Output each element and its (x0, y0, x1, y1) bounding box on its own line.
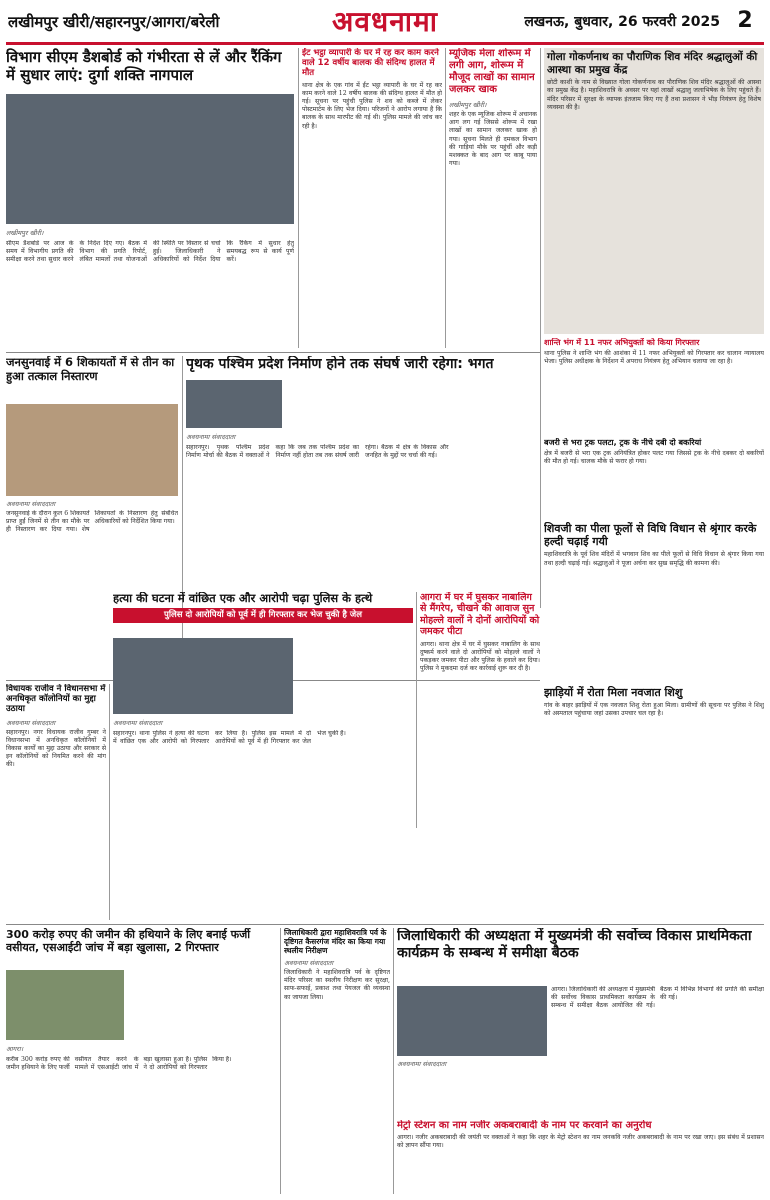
story-shiv-temple (544, 48, 764, 334)
story-byline: अवधनामा संवाददाता (6, 500, 56, 508)
meeting-photo (6, 94, 294, 224)
column-divider (393, 928, 394, 1194)
story-headline: शिवजी का पीला फूलों से विधि विधान से श्रृंगार करके हल्दी चढ़ाई गयी (544, 522, 757, 549)
column-divider (540, 48, 541, 608)
story-headline: ईंट भट्ठा व्यापारी के घर में रह कर काम करने वाले 12 वर्षीय बालक की संदिग्ध हालत में मौत (302, 48, 439, 79)
column-divider (445, 48, 446, 348)
story-body: छोटी काशी के नाम से विख्यात गोला गोकर्णनाथ का पौराणिक शिव मंदिर श्रद्धालुओं की आस्था का प्रमुख केंद्र है। महाशिवरात्रि के अवसर पर यहां लाखों श्रद्धालु जलाभिषेक के लिए पहुंचते हैं। मंदिर परिसर में सुरक्षा के व्यापक इंतजाम किए गए हैं तथा प्रशासन ने भीड़ नियंत्रण हेतु विशेष व्यवस्था की है। (547, 79, 761, 111)
story-agra-assault (420, 592, 540, 828)
story-body: सहारनपुर। पृथक पश्चिम प्रदेश निर्माण मोर्चा की बैठक में वक्ताओं ने कहा कि जब तक पश्चिम प्रदेश का निर्माण नहीं होता तब तक संघर्ष जारी रहेगा। बैठक में क्षेत्र के विकास और जनहित के मुद्दों पर चर्चा की गई। (186, 444, 449, 460)
story-body: जिलाधिकारी ने महाशिवरात्रि पर्व के दृष्टिगत मंदिर परिसर का स्थलीय निरीक्षण कर सुरक्षा, साफ-सफाई, प्रकाश तथा पेयजल की व्यवस्था का जायजा लिया। (284, 969, 390, 1001)
section-rule (6, 924, 764, 925)
page-number: 2 (737, 8, 753, 33)
story-body: थाना क्षेत्र के एक गांव में ईंट भट्ठा व्यापारी के घर में रह कर काम करने वाले 12 वर्षीय बालक की संदिग्ध हालत में मौत हो गई। सूचना पर पहुंची पुलिस ने शव को कब्जे में लेकर पोस्टमार्टम के लिए भेज दिया। परिजनों ने आरोप लगाया है कि बालक के साथ मारपीट की गई थी। पुलिस मामले की जांच कर रही है। (302, 81, 442, 130)
story-headline: जिलाधिकारी की अध्यक्षता में मुख्यमंत्री की सर्वोच्च विकास प्राथमिकता कार्यक्रम के सम्बन्ध में समीक्षा बैठक (397, 928, 752, 961)
masthead-cities: लखीमपुर खीरी/सहारनपुर/आगरा/बरेली (8, 13, 220, 31)
story-body: सीएम डैशबोर्ड पर आज के समय में विभागीय प्रगति की समीक्षा करने तथा सुधार करने के निर्देश दिए गए। बैठक में विभाग की प्रगति रिपोर्ट, लंबित मामलों तथा योजनाओं की स्थिति पर विस्तार से चर्चा हुई। जिलाधिकारी ने अधिकारियों को निर्देश दिया कि रैंकिंग में सुधार हेतु समयबद्ध रूप से कार्य पूर्ण करें। (6, 240, 294, 264)
story-headline: आगरा में घर में घुसकर नाबालिग से मैंगरेप, चीखने की आवाज सुन मोहल्ले वालों ने दोनों आरोपियों को जमकर पीटा (420, 592, 540, 638)
column-divider (416, 592, 417, 828)
story-body: आगरा। नजीर अकबराबादी की जयंती पर वक्ताओं ने कहा कि शहर के मेट्रो स्टेशन का नाम जनकवि नजीर अकबराबादी के नाम पर रखा जाए। इस संबंध में प्रशासन को ज्ञापन सौंपा गया। (397, 1134, 764, 1150)
story-body: सहारनपुर। थाना पुलिस ने हत्या की घटना में वांछित एक और आरोपी को गिरफ्तार कर लिया है। पुलिस इस मामले में दो आरोपियों को पूर्व में ही गिरफ्तार कर जेल भेज चुकी है। (113, 730, 346, 746)
column-divider (280, 928, 281, 1194)
story-headline: शान्ति भंग में 11 नफर अभियुक्तों को किया गिरफ्तार (544, 338, 700, 347)
story-headline: 300 करोड़ रुपए की जमीन की हथियाने के लिए बनाई फर्जी वसीयत, एसआईटी जांच में बड़ा खुलासा, 2 गिरफ्तार (6, 928, 251, 955)
story-byline: लखीमपुर खीरी। (449, 101, 487, 109)
hearing-photo (6, 404, 178, 496)
story-headline: विभाग सीएम डैशबोर्ड को गंभीरता से लें और रैंकिंग में सुधार लाएं: दुर्गा शक्ति नागपाल (6, 48, 282, 84)
story-headline: म्यूजिक मेला शोरूम में लगी आग, शोरूम में मौजूद लाखों का सामान जलकर खाक (449, 48, 535, 95)
story-body: आगरा। थाना क्षेत्र में घर में घुसकर नाबालिग के साथ दुष्कर्म करने वाले दो आरोपियों को मोहल्ले वालों ने पकड़कर जमकर पीटा और पुलिस के हवाले कर दिया। पुलिस ने मुकदमा दर्ज कर कार्रवाई शुरू कर दी है। (420, 640, 540, 673)
story-cm-priority-review (397, 928, 764, 1118)
story-body: शहर के एक म्यूजिक शोरूम में अचानक आग लग गई जिससे शोरूम में रखा लाखों का सामान जलकर खाक हो गया। सूचना मिलते ही दमकल विभाग की गाड़ियां मौके पर पहुंचीं और कड़ी मशक्कत के बाद आग पर काबू पाया गया। (449, 111, 537, 168)
story-dm-temple-inspection (284, 928, 390, 1194)
story-brick-kiln (302, 48, 442, 348)
building-photo (6, 970, 124, 1040)
story-byline: आगरा। (6, 1045, 24, 1053)
story-headline: मेट्रो स्टेशन का नाम नजीर अकबराबादी के नाम पर करवाने का अनुरोध (397, 1120, 652, 1131)
story-byline: अवधनामा संवाददाता (397, 1060, 447, 1068)
column-divider (109, 684, 110, 920)
masthead-date: लखनऊ, बुधवार, 26 फरवरी 2025 (524, 14, 720, 30)
story-headline: विधायक राजीव ने विधानसभा में अनधिकृत कॉलोनियों का मुद्दा उठाया (6, 684, 106, 715)
story-west-pradesh (186, 356, 538, 586)
story-byline: अवधनामा संवाददाता (284, 959, 334, 967)
story-peace-breach (544, 338, 764, 434)
story-newborn (544, 686, 764, 802)
story-fake-will (6, 928, 276, 1194)
story-body: महाशिवरात्रि के पूर्व शिव मंदिरों में भगवान शिव का पीले फूलों से विधि विधान से श्रृंगार किया गया तथा हल्दी चढ़ाई गई। श्रद्धालुओं ने पूजा अर्चना कर सुख समृद्धि की कामना की। (544, 551, 764, 567)
masthead-rule (6, 42, 764, 45)
story-headline: जिलाधिकारी द्वारा महाशिवरात्रि पर्व के दृष्टिगत कैसरगंज मंदिर का किया गया स्थलीय निरीक्षण (284, 928, 387, 955)
story-body: क्षेत्र में बजरी से भरा एक ट्रक अनियंत्रित होकर पलट गया जिससे ट्रक के नीचे दबकर दो बकरियों की मौत हो गई। चालक मौके से फरार हो गया। (544, 450, 764, 466)
story-shiv-adornment (544, 522, 764, 682)
story-headline: बजरी से भरा ट्रक पलटा, ट्रक के नीचे दबी दो बकरियां (544, 438, 702, 447)
arrest-photo (113, 638, 293, 714)
story-byline: लखीमपुर खीरी। (6, 229, 44, 237)
review-meeting-photo (397, 986, 547, 1056)
story-truck-overturn (544, 438, 764, 518)
section-rule (6, 352, 540, 353)
story-headline: हत्या की घटना में वांछित एक और आरोपी चढ़ा पुलिस के हत्थे (113, 592, 373, 605)
story-body: सहारनपुर। नगर विधायक राजीव गुम्बर ने विधानसभा में अनधिकृत कॉलोनियों में विकास कार्यों का मुद्दा उठाया और सरकार से इन कॉलोनियों को नियमित करने की मांग की। (6, 728, 106, 769)
column-divider (298, 48, 299, 348)
story-byline: अवधनामा संवाददाता (113, 719, 163, 727)
leader-photo (186, 380, 282, 428)
story-body: आगरा। जिलाधिकारी की अध्यक्षता में मुख्यमंत्री की सर्वोच्च विकास प्राथमिकता कार्यक्रम के सम्बन्ध में समीक्षा बैठक आयोजित की गई। बैठक में विभिन्न विभागों की प्रगति की समीक्षा की गई। (551, 986, 764, 1010)
story-body: थाना पुलिस ने शान्ति भंग की आशंका में 11 नफर अभियुक्तों को गिरफ्तार कर चालान न्यायालय भेजा। पुलिस अधीक्षक के निर्देशन में अपराध नियंत्रण हेतु अभियान चलाया जा रहा है। (544, 350, 764, 366)
story-headline: पृथक पश्चिम प्रदेश निर्माण होने तक संघर्ष जारी रहेगा: भगत (186, 356, 494, 372)
story-dashboard (6, 48, 294, 348)
story-headline: गोला गोकर्णनाथ का पौराणिक शिव मंदिर श्रद्धालुओं की आस्था का प्रमुख केंद्र (547, 51, 758, 76)
story-mla-colonies (6, 684, 106, 920)
story-murder-arrest (113, 592, 413, 828)
story-body: जनसुनवाई के दौरान कुल 6 शिकायतें प्राप्त हुईं जिनमें से तीन का मौके पर ही निस्तारण कर दिया गया। शेष शिकायतों के निस्तारण हेतु संबंधित अधिकारियों को निर्देशित किया गया। (6, 510, 178, 534)
newspaper-logo: अवधनामा (332, 5, 438, 38)
story-showroom-fire (449, 48, 537, 348)
story-byline: अवधनामा संवाददाता (6, 718, 56, 727)
story-headline: झाड़ियों में रोता मिला नवजात शिशु (544, 686, 683, 699)
story-body: गांव के बाहर झाड़ियों में एक नवजात शिशु रोता हुआ मिला। ग्रामीणों की सूचना पर पुलिस ने शिशु को अस्पताल पहुंचाया जहां उसका उपचार चल रहा है। (544, 702, 764, 718)
story-kicker: पुलिस दो आरोपियों को पूर्व में ही गिरफ्तार कर भेज चुकी है जेल (113, 608, 413, 623)
story-byline: अवधनामा संवाददाता (186, 433, 236, 441)
story-headline: जनसुनवाई में 6 शिकायतों में से तीन का हुआ तत्काल निस्तारण (6, 356, 175, 383)
story-body: करीब 300 करोड़ रुपए की जमीन हथियाने के लिए फर्जी वसीयत तैयार करने के मामले में एसआईटी जांच में बड़ा खुलासा हुआ है। पुलिस ने दो आरोपियों को गिरफ्तार किया है। (6, 1056, 232, 1072)
story-metro-station (397, 1120, 764, 1196)
